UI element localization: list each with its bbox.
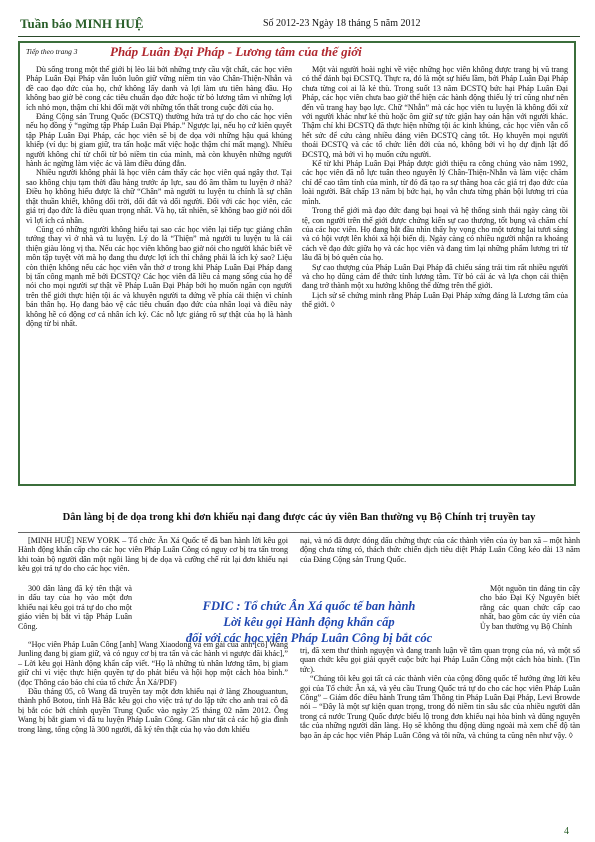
feature-column-2 (302, 65, 568, 483)
pull-quote-line: Lời kêu gọi Hành động khẩn cấp (223, 615, 395, 629)
paragraph: trị, đã xem thư thỉnh nguyện và đang tranh luận về tâm quan trọng của nó, và một số quan chức kêu gọi giải quyết cuộc bức hại Pháp Luân Công một cách hòa bình. (Tin tức). (300, 646, 580, 674)
paragraph: nại, và nó đã được đóng dấu chứng thực của các thành viên của ủy ban xã – một hành động chưa từng có, thách thức chiến dịch tiêu diệt Pháp Luân Công kéo dài 13 năm của Đảng Cộng sản Trung Quốc. (300, 536, 580, 564)
issue-info: Số 2012-23 Ngày 18 tháng 5 năm 2012 (263, 18, 421, 29)
feature-title: Pháp Luân Đại Pháp - Lương tâm của thế giới (110, 44, 362, 59)
paragraph: Nhiều người không phải là học viên cảm thấy các học viên quá ngây thơ. Tại sao không chịu tạm thời đầu hàng trước áp lực, sau đó âm thầm tu luyện ở nhà? Điều họ không hiểu được là chữ “Chân” mà người tu luyện tu chính là sự chân thật thuần khiết, không dối trời, dối đất và dối người. Đối với các học viên, các giá trị đạo đức là điều quan trọng nhất. Và họ, tất nhiên, sẽ không bao giờ nói dối vì lợi ích cá nhân. (26, 168, 292, 225)
article-column-2 (300, 646, 580, 836)
pull-quote-line: đối với các học viên Pháp Luân Công bị bắt cóc (185, 631, 433, 645)
article-column-1 (18, 640, 288, 836)
paragraph: Một nguồn tin đáng tin cậy cho báo Đại Kỷ Nguyên biết rằng các quan chức cấp cao nhất, bao gồm các ủy viên của Ủy ban thường vụ Bộ Chính (480, 584, 580, 631)
page-number: 4 (564, 826, 569, 837)
divider (18, 532, 580, 533)
paragraph: Dù sống trong một thế giới bị lèo lái bởi những trưy cầu vật chất, các học viên Pháp Luân Đại Pháp vẫn luôn luôn giữ vững niềm tin vào Chân-Thiện-Nhẫn và đề cao đạo đức của họ, chứ không lấy danh và lợi làm ưu tiên hàng đầu. Họ không bao giờ bè cong các tiêu chuẩn đạo đức hoặc từ bỏ lương tâm vì những lợi ích nhỏ mọn, thậm chí khi đối mặt với những tổn thất trong cuộc đời của họ. (26, 65, 292, 112)
article-headline: Dân làng bị đe dọa trong khi đơn khiếu nại đang được các ủy viên Ban thường vụ Bộ Chính trị truyền tay (62, 512, 536, 523)
article-column-1-top (18, 536, 288, 584)
paragraph: Kể từ khi Pháp Luân Đại Pháp được giới thiệu ra công chúng vào năm 1992, các học viên đã nỗ lực tuân theo nguyên lý Chân-Thiện-Nhẫn và làm việc chăm chỉ để cao tâm tính của mình, từ đó đã tạo ra sự thăng hoa các giá trị đạo đức của loài người. Bất chấp 13 năm bị bức hại, họ vẫn chưa từng phản bội lương tri của mình. (302, 159, 568, 206)
paragraph: “Học viên Pháp Luân Công [anh] Wang Xiaodong và em gái của anh [cô] Wang Junling đang bị giam giữ, và có nguy cơ bị tra tấn và các hành vi ngược đãi khác],” – Lời kêu gọi Hành động khẩn cấp viết. “Họ là những tù nhân lương tâm, bị giam giữ chỉ vì việc thực hiện quyền tự do phát biểu và hội họp một cách hòa bình.” (đọc Thông cáo báo chí của tổ chức Ân Xá/PDF) (18, 640, 288, 687)
paragraph: Cũng có những người không hiểu tại sao các học viên lại tiếp tục giảng chân tướng thay vì ở nhà và tu luyện. Lý do là “Thiện” mà người tu luyện tu là cái thiện giàu lòng vị tha. Nếu các học viên không bao giờ nói cho người khác biết về môn tập tuyệt vời mà họ đang thu được lợi ích thì chẳng phải là ích kỷ sao? Liệu còn thiện không nếu các học viên vẫn thờ ơ trong khi Pháp Luân Đại Pháp đang bị tấn công mạnh mẽ bởi ĐCSTQ? Các học viên đã liều cả mạng sống của họ để nói cho mọi người sự thật về Pháp Luân Đại Pháp bởi họ muốn ngăn cọn người trên thế giới thực hiện tội ác và khuyên người ta đứng về phía cái thiện vì chính bản thân họ. Họ đang bảo vệ các tiêu chuẩn đạo đức của nhân loại và điều này không hề có động cơ cá nhân ích kỷ. Các nỗ lực giảng rõ sự thật của họ là hành động từ bi nhất. (26, 224, 292, 328)
pull-quote-line: FDIC : Tổ chức Ân Xá quốc tế ban hành (202, 599, 416, 613)
pull-quote (140, 598, 478, 646)
feature-column-1 (26, 65, 292, 483)
article-column-1-wrap (18, 584, 132, 640)
page-header (18, 14, 580, 37)
paragraph: Đầu tháng 05, cô Wang đã truyền tay một đơn khiếu nại ở làng Zhouguantun, thành phố Botou, tỉnh Hà Bắc kêu gọi cho việc trả tự do lập tức cho anh trai cô đã bị bắt cóc bởi chính quyền Trung Quốc vào ngày 25 tháng 02 năm 2012. Ông Wang bị bắt giam vì đã tu luyện Pháp Luân Công. Gần như tất cả các hộ gia đình trong làng, tổng cộng là 300 người, đã ký tên thật của họ vào đơn khiếu (18, 687, 288, 734)
paragraph: Đảng Cộng sản Trung Quốc (ĐCSTQ) thường hứa trả tự do cho các học viên nếu họ đồng ý “ngừng tập Pháp Luân Đại Pháp.” Ngược lại, nếu họ cứ kiên quyết tập Pháp Luân Đại Pháp, các học viên sẽ bị đe dọa với những hậu quả khủng khiếp (ví dụ: bị giam giữ, tra tấn hoặc mất việc hoặc thậm chí mất mạng). Nhiều người không chỉ từ chối từ bỏ niềm tin của mình, mà còn khuyên những người hành ác ngừng làm việc ác và làm điều đúng đắn. (26, 112, 292, 169)
publication-name: Tuần báo MINH HUỆ (20, 16, 144, 31)
paragraph: Một vài người hoài nghi về việc những học viên không được trang bị vũ trang có thể đánh bại ĐCSTQ. Thực ra, đó là một sự hiểu lầm, bởi Pháp Luân Đại Pháp chưa từng coi ai là kẻ thù. Trong suốt 13 năm ĐCSTQ bức hại Pháp Luân Đại Pháp, các học viên chưa bao giờ thể hiện các hành động thiếu lý trí cũng như nên đến vũ trang hay bạo lực. Chữ “Nhẫn” mà các học viên tu luyện là không đối xử với người khác như kẻ thù hoặc ôm giữ sự tức giận hay oán hận với người khác. Thậm chí khi ĐCSTQ đã thực hiện những tội ác kinh khủng, các học viên vẫn cố hết sức để cứu càng nhiều đảng viên ĐCSTQ càng tốt. Họ khuyên mọi người thoái ĐCSTQ và các tổ chức liên đới của nó, không bởi vì họ dự định lật đổ ĐCSTQ, mà bởi vì họ muốn cứu người. (302, 65, 568, 159)
paragraph: 300 dân làng đã ký tên thật và in dấu tay của họ vào một đơn khiếu nại kêu gọi trả tự do cho một giáo viên bị bắt vì tập Pháp Luân Công. (18, 584, 132, 631)
paragraph: “Chúng tôi kêu gọi tất cả các thành viên của cộng đồng quốc tế hưởng ứng lời kêu gọi của Tổ chức Ân xá, và yêu cầu Trung Quốc trả tự do cho các học viên Pháp Luân Công” – Giám đốc điều hành Trung tâm Thông tin Pháp Luân Đại Pháp, Levi Browde nói – “Đây là một sự kiện quan trọng, trong đó niềm tin sâu sắc của nhiều người dân trong cả nước Trung Quốc được biểu lộ trong đơn khiếu nại hòa bình và dũng nguyên tắc của những người dân làng. Họ sẽ không thu động dùng ngoài mà xem chế độ tàn bạo ăn áp các học viên Pháp Luân Công và tôi nữa, và chúng ta cũng nên như vậy. ◊ (300, 674, 580, 740)
paragraph: Trong thế giới mà đạo đức đang bại hoại và hệ thống sinh thái ngày càng tồi tệ, con người trên thế giới được chứng kiến sự cao thượng, tốt bụng và chăm chỉ của các học viên. Họ đang bắt đầu nhìn thấy hy vọng cho một tương lai tươi sáng và có hội vượt lên khỏi xã hội biến dị. Ngày càng có nhiều người nhận ra khoảng cách về đạo đức giữa họ và các học viên và đang tìm lại những phẩm lương tri từ lâu đã bị bỏ quên của họ. (302, 206, 568, 263)
paragraph: [MINH HUỆ] NEW YORK – Tổ chức Ân Xá Quốc tế đã ban hành lời kêu gọi Hành động khẩn cấp cho các học viên Pháp Luân Công có nguy cơ bị tra tấn trong khi toàn bộ người dân một ngôi làng bị đe dọa và cưỡng chế rút lại đơn khiếu nại kêu gọi trả tự do cho các học viên. (18, 536, 288, 574)
article-column-2-wrap (480, 584, 580, 646)
feature-article-box (18, 41, 576, 486)
paragraph: Lịch sử sẽ chứng minh rằng Pháp Luân Đại Pháp xứng đáng là Lương tâm của thế giới. ◊ (302, 290, 568, 310)
paragraph: Sự cao thượng của Pháp Luân Đại Pháp đã chiếu sáng trái tim rất nhiều người và cho họ dũng cảm để thức tỉnh lương tâm. Từ bỏ cái ác và lựa chọn cái thiện đang trở thành một xu hướng không thể dừng trên thế giới. (302, 262, 568, 291)
article-column-2-top (300, 536, 580, 584)
continued-note: Tiếp theo trang 3 (26, 47, 78, 56)
